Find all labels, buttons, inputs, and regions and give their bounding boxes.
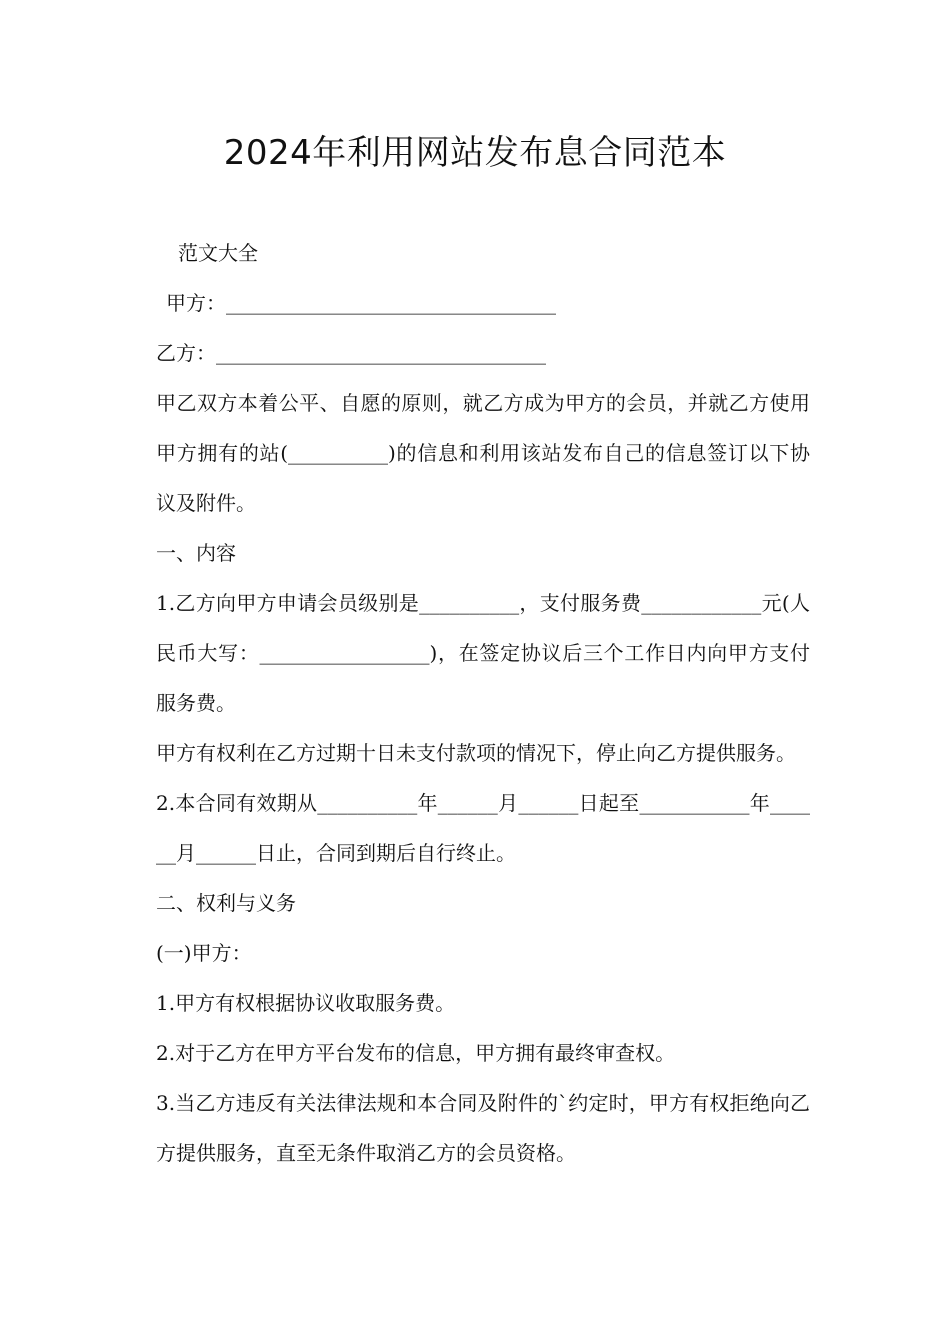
party-a-clause-2: 2.对于乙方在甲方平台发布的信息，甲方拥有最终审查权。 xyxy=(156,1041,676,1065)
clause-1-membership-fee: 1.乙方向甲方申请会员级别是__________，支付服务费____________元(人民币大写：_________________)，在签定协议后三个工作日内向甲方支付服务费。 xyxy=(156,591,810,715)
clause-2-term: 2.本合同有效期从__________年______月______日起至___________年______月______日止，合同到期后自行终止。 xyxy=(156,791,810,865)
paragraph-party-b: 乙方：_________________________________ xyxy=(156,341,546,365)
clause-payment-default: 甲方有权利在乙方过期十日未支付款项的情况下，停止向乙方提供服务。 xyxy=(156,741,796,765)
party-a-clause-3: 3.当乙方违反有关法律法规和本合同及附件的`约定时，甲方有权拒绝向乙方提供服务，直至无条件取消乙方的会员资格。 xyxy=(156,1091,810,1165)
paragraph-preamble: 甲乙双方本着公平、自愿的原则，就乙方成为甲方的会员，并就乙方使用甲方拥有的站(__________)的信息和利用该站发布自己的信息签订以下协议及附件。 xyxy=(156,391,810,515)
paragraph-party-a: 甲方：_________________________________ xyxy=(166,291,556,315)
party-a-clause-1: 1.甲方有权根据协议收取服务费。 xyxy=(156,991,456,1015)
section-heading-content: 一、内容 xyxy=(156,541,236,565)
document-body xyxy=(146,228,810,1178)
document-title: 2024年利用网站发布息合同范本 xyxy=(223,133,727,173)
section-heading-rights-obligations: 二、权利与义务 xyxy=(156,891,296,915)
subsection-heading-party-a: (一)甲方： xyxy=(156,941,252,965)
paragraph-source-label: 范文大全 xyxy=(178,241,258,265)
